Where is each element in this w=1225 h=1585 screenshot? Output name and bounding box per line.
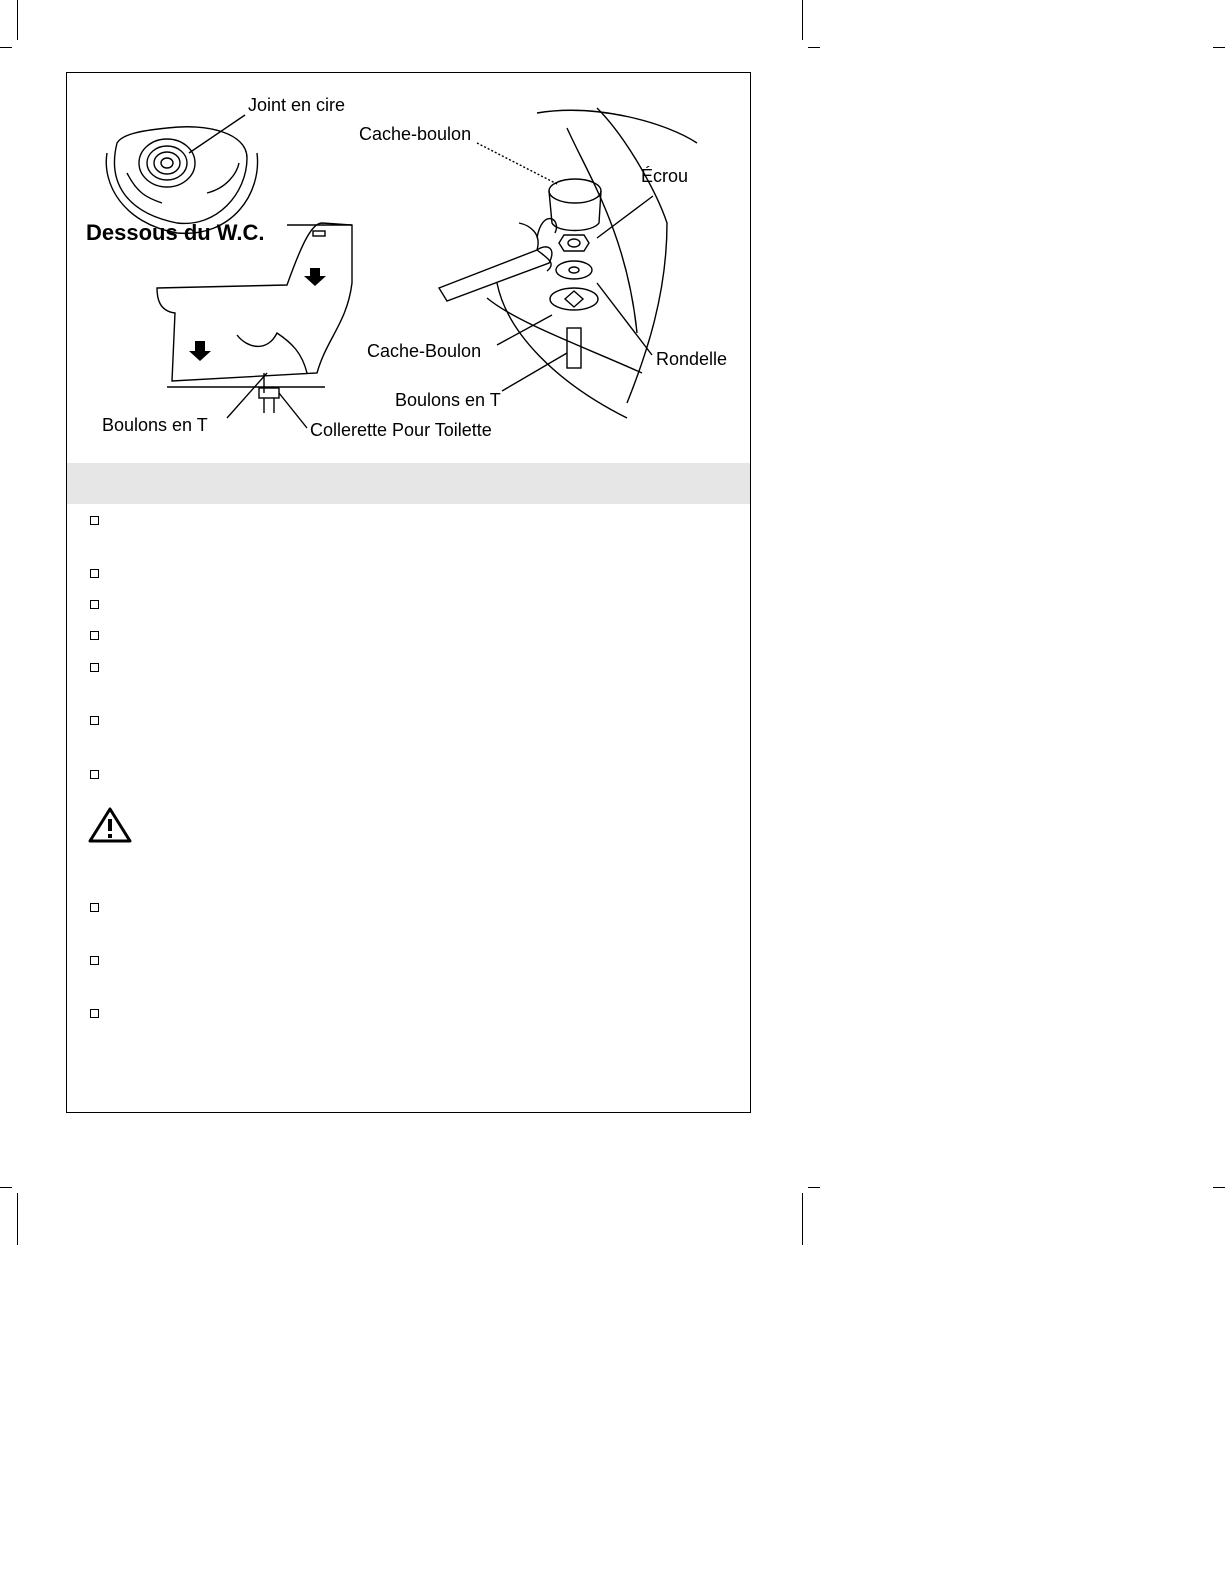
crop-mark: [802, 0, 803, 40]
crop-mark: [0, 1187, 12, 1188]
checklist-checkbox[interactable]: [90, 956, 99, 965]
checklist-checkbox[interactable]: [90, 569, 99, 578]
toilet-side-outline: [157, 223, 352, 381]
underside-label: Dessous du W.C.: [86, 220, 265, 245]
down-arrow-icon: [189, 341, 211, 361]
checklist-checkbox[interactable]: [90, 631, 99, 640]
installation-illustration: [67, 73, 752, 463]
checklist-checkbox[interactable]: [90, 600, 99, 609]
bolt-cap-lower-label: Cache-Boulon: [367, 341, 482, 361]
checklist-checkbox[interactable]: [90, 663, 99, 672]
warning-triangle-icon: [87, 806, 133, 844]
crop-mark: [17, 0, 18, 40]
crop-mark: [17, 1193, 18, 1245]
crop-mark: [1213, 1187, 1225, 1188]
nut-label: Écrou: [641, 166, 689, 186]
closet-flange-label: Collerette Pour Toilette: [310, 420, 492, 440]
step-heading-band: [67, 463, 750, 504]
wax-ring-label: Joint en cire: [248, 95, 346, 115]
crop-mark: [808, 47, 820, 48]
t-bolts-right-label: Boulons en T: [395, 390, 501, 410]
checklist-checkbox[interactable]: [90, 1009, 99, 1018]
t-bolts-left-label: Boulons en T: [102, 415, 208, 435]
washer-label: Rondelle: [656, 349, 728, 369]
down-arrow-icon: [304, 268, 326, 286]
bolt-cap-top-label: Cache-boulon: [359, 124, 472, 144]
checklist-checkbox[interactable]: [90, 770, 99, 779]
crop-mark: [1213, 47, 1225, 48]
crop-mark: [0, 47, 12, 48]
instruction-panel: [66, 72, 751, 1113]
crop-mark: [808, 1187, 820, 1188]
crop-mark: [802, 1193, 803, 1245]
wrench-outline: [439, 247, 552, 301]
checklist-checkbox[interactable]: [90, 903, 99, 912]
checklist-checkbox[interactable]: [90, 716, 99, 725]
checklist-checkbox[interactable]: [90, 516, 99, 525]
